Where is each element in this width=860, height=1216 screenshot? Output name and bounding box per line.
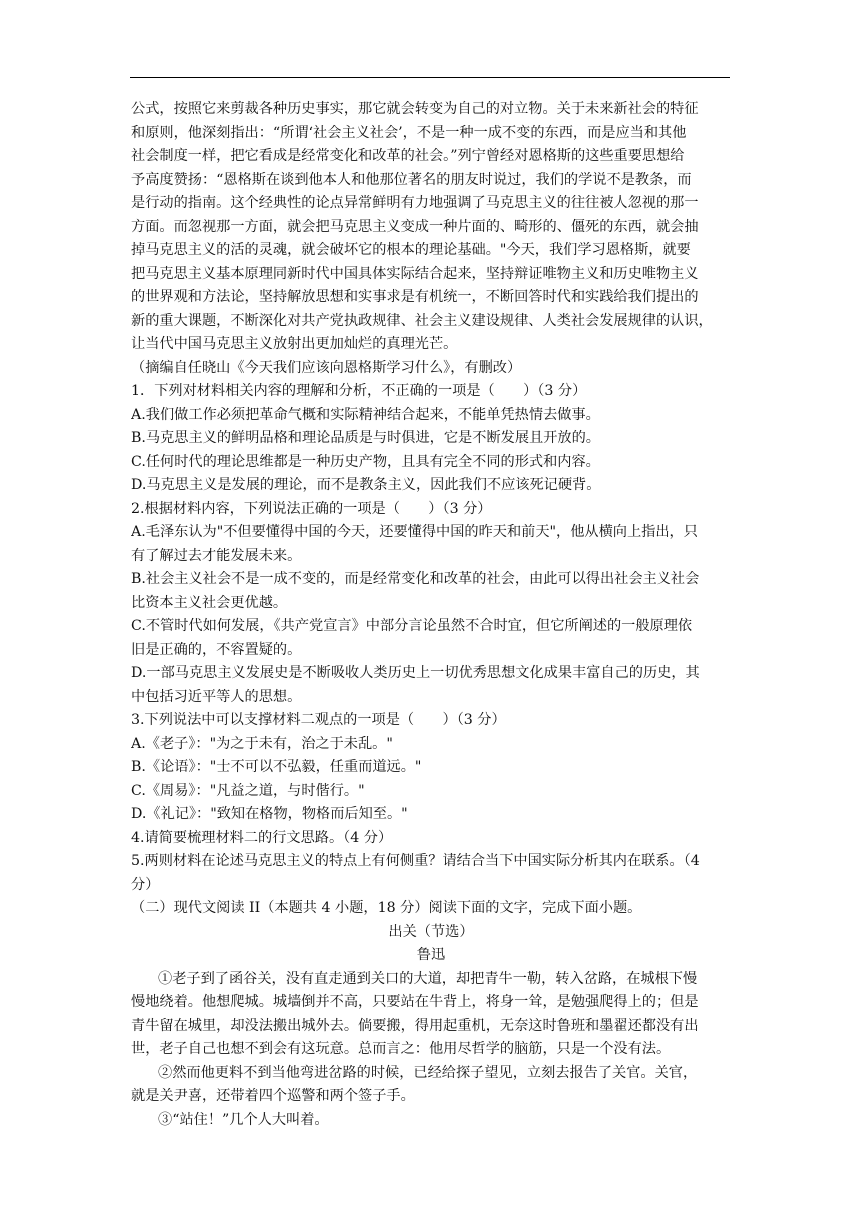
- passage-line: 予高度赞扬：“恩格斯在谈到他本人和他那位著名的朋友时说过，我们的学说不是教条，而: [131, 171, 692, 188]
- passage-line: 和原则，他深刻指出：“所谓‘社会主义社会’，不是一种一成不变的东西，而是应当和其他: [131, 124, 687, 141]
- question-stem: 5.两则材料在论述马克思主义的特点上有何侧重？请结合当下中国实际分析其内在联系。（4: [131, 853, 700, 869]
- page-content: [131, 98, 731, 1132]
- paragraph-line: ③“站住！”几个人大叫着。: [158, 1111, 329, 1128]
- question-option: C.《周易》："凡益之道，与时偕行。": [131, 782, 365, 799]
- article-title: 出关（节选）: [388, 923, 474, 940]
- paragraph-line: 青牛留在城里，却没法搬出城外去。倘要搬，得用起重机，无奈这时鲁班和墨翟还都没有出: [131, 1017, 699, 1034]
- question-option: 有了解过去才能发展未来。: [131, 547, 302, 564]
- passage-line: 方面。而忽视那一方面，就会把马克思主义变成一种片面的、畸形的、僵死的东西，就会抽: [131, 218, 699, 235]
- question-stem: 分）: [131, 876, 160, 893]
- question-stem: 3.下列说法中可以支撑材料二观点的一项是（ ）（3 分）: [131, 712, 506, 728]
- section-header: （二）现代文阅读 II（本题共 4 小题，18 分）阅读下面的文字，完成下面小题。: [131, 900, 642, 916]
- header-rule: [130, 77, 730, 78]
- article-author: 鲁迅: [416, 947, 446, 963]
- question-option: 比资本主义社会更优越。: [131, 594, 288, 611]
- passage-line: 的世界观和方法论，坚持解放思想和实事求是有机统一，不断回答时代和实践给我们提出的: [131, 289, 699, 305]
- question-option: D.一部马克思主义发展史是不断吸收人类历史上一切优秀思想文化成果丰富自己的历史，其: [131, 665, 700, 681]
- question-option: 中包括习近平等人的思想。: [131, 688, 302, 705]
- passage-line: 公式，按照它来剪裁各种历史事实，那它就会转变为自己的对立物。关于未来新社会的特征: [131, 101, 699, 117]
- question-option: 旧是正确的，不容置疑的。: [131, 641, 302, 658]
- passage-line: 让当代中国马克思主义放射出更加灿烂的真理光芒。: [131, 336, 458, 352]
- passage-line: 社会制度一样，把它看成是经常变化和改革的社会。”列宁曾经对恩格斯的这些重要思想给: [131, 148, 685, 164]
- paragraph-line: 世，老子自己也想不到会有这玩意。总而言之：他用尽哲学的脑筋，只是一个没有法。: [131, 1041, 671, 1057]
- question-option: D.马克思主义是发展的理论，而不是教条主义，因此我们不应该死记硬背。: [131, 477, 601, 493]
- paragraph-line: 慢地绕着。他想爬城。城墙倒并不高，只要站在牛背上，将身一耸，是勉强爬得上的；但是: [131, 994, 699, 1010]
- question-option: A.我们做工作必须把革命气概和实际精神结合起来，不能单凭热情去做事。: [131, 406, 600, 423]
- passage-line: 掉马克思主义的活的灵魂，就会破坏它的根本的理论基础。"今天，我们学习恩格斯，就要: [131, 242, 691, 258]
- passage-line: 是行动的指南。这个经典性的论点异常鲜明有力地强调了马克思主义的往往被人忽视的那一: [131, 195, 699, 211]
- question-stem: 1．下列对材料相关内容的理解和分析，不正确的一项是（ ）（3 分）: [131, 383, 587, 399]
- question-stem: 2.根据材料内容，下列说法正确的一项是（ ）（3 分）: [131, 500, 492, 517]
- passage-line: 新的重大课题，不断深化对共产党执政规律、社会主义建设规律、人类社会发展规律的认识，: [131, 312, 713, 329]
- question-option: B.社会主义社会不是一成不变的，而是经常变化和改革的社会，由此可以得出社会主义社会: [131, 571, 700, 587]
- source-citation: （摘编自任晓山《今天我们应该向恩格斯学习什么》，有删改）: [131, 359, 522, 376]
- question-stem: 4.请简要梳理材料二的行文思路。（4 分）: [131, 829, 393, 846]
- question-option: C.任何时代的理论思维都是一种历史产物，且具有完全不同的形式和内容。: [131, 453, 600, 470]
- question-option: D.《礼记》："致知在格物，物格而后知至。": [131, 806, 408, 822]
- paragraph-line: ①老子到了函谷关，没有直走通到关口的大道，却把青牛一勒，转入岔路，在城根下慢: [158, 970, 698, 987]
- paragraph-line: ②然而他更料不到当他弯进岔路的时候，已经给探子望见，立刻去报告了关官。关官，: [158, 1064, 698, 1081]
- question-option: B.马克思主义的鲜明品格和理论品质是与时俱进，它是不断发展且开放的。: [131, 430, 600, 446]
- question-option: A.《老子》："为之于未有，治之于未乱。": [131, 735, 393, 752]
- question-option: B.《论语》："士不可以不弘毅，任重而道远。": [131, 759, 422, 775]
- question-option: C.不管时代如何发展，《共产党宣言》中部分言论虽然不合时宜，但它所阐述的一般原理依: [131, 618, 693, 634]
- paragraph-line: 就是关尹喜，还带着四个巡警和两个签子手。: [131, 1088, 415, 1104]
- passage-line: 把马克思主义基本原理同新时代中国具体实际结合起来，坚持辩证唯物主义和历史唯物主义: [131, 265, 699, 282]
- question-option: A.毛泽东认为"不但要懂得中国的今天，还要懂得中国的昨天和前天"，他从横向上指出，只: [131, 524, 698, 540]
